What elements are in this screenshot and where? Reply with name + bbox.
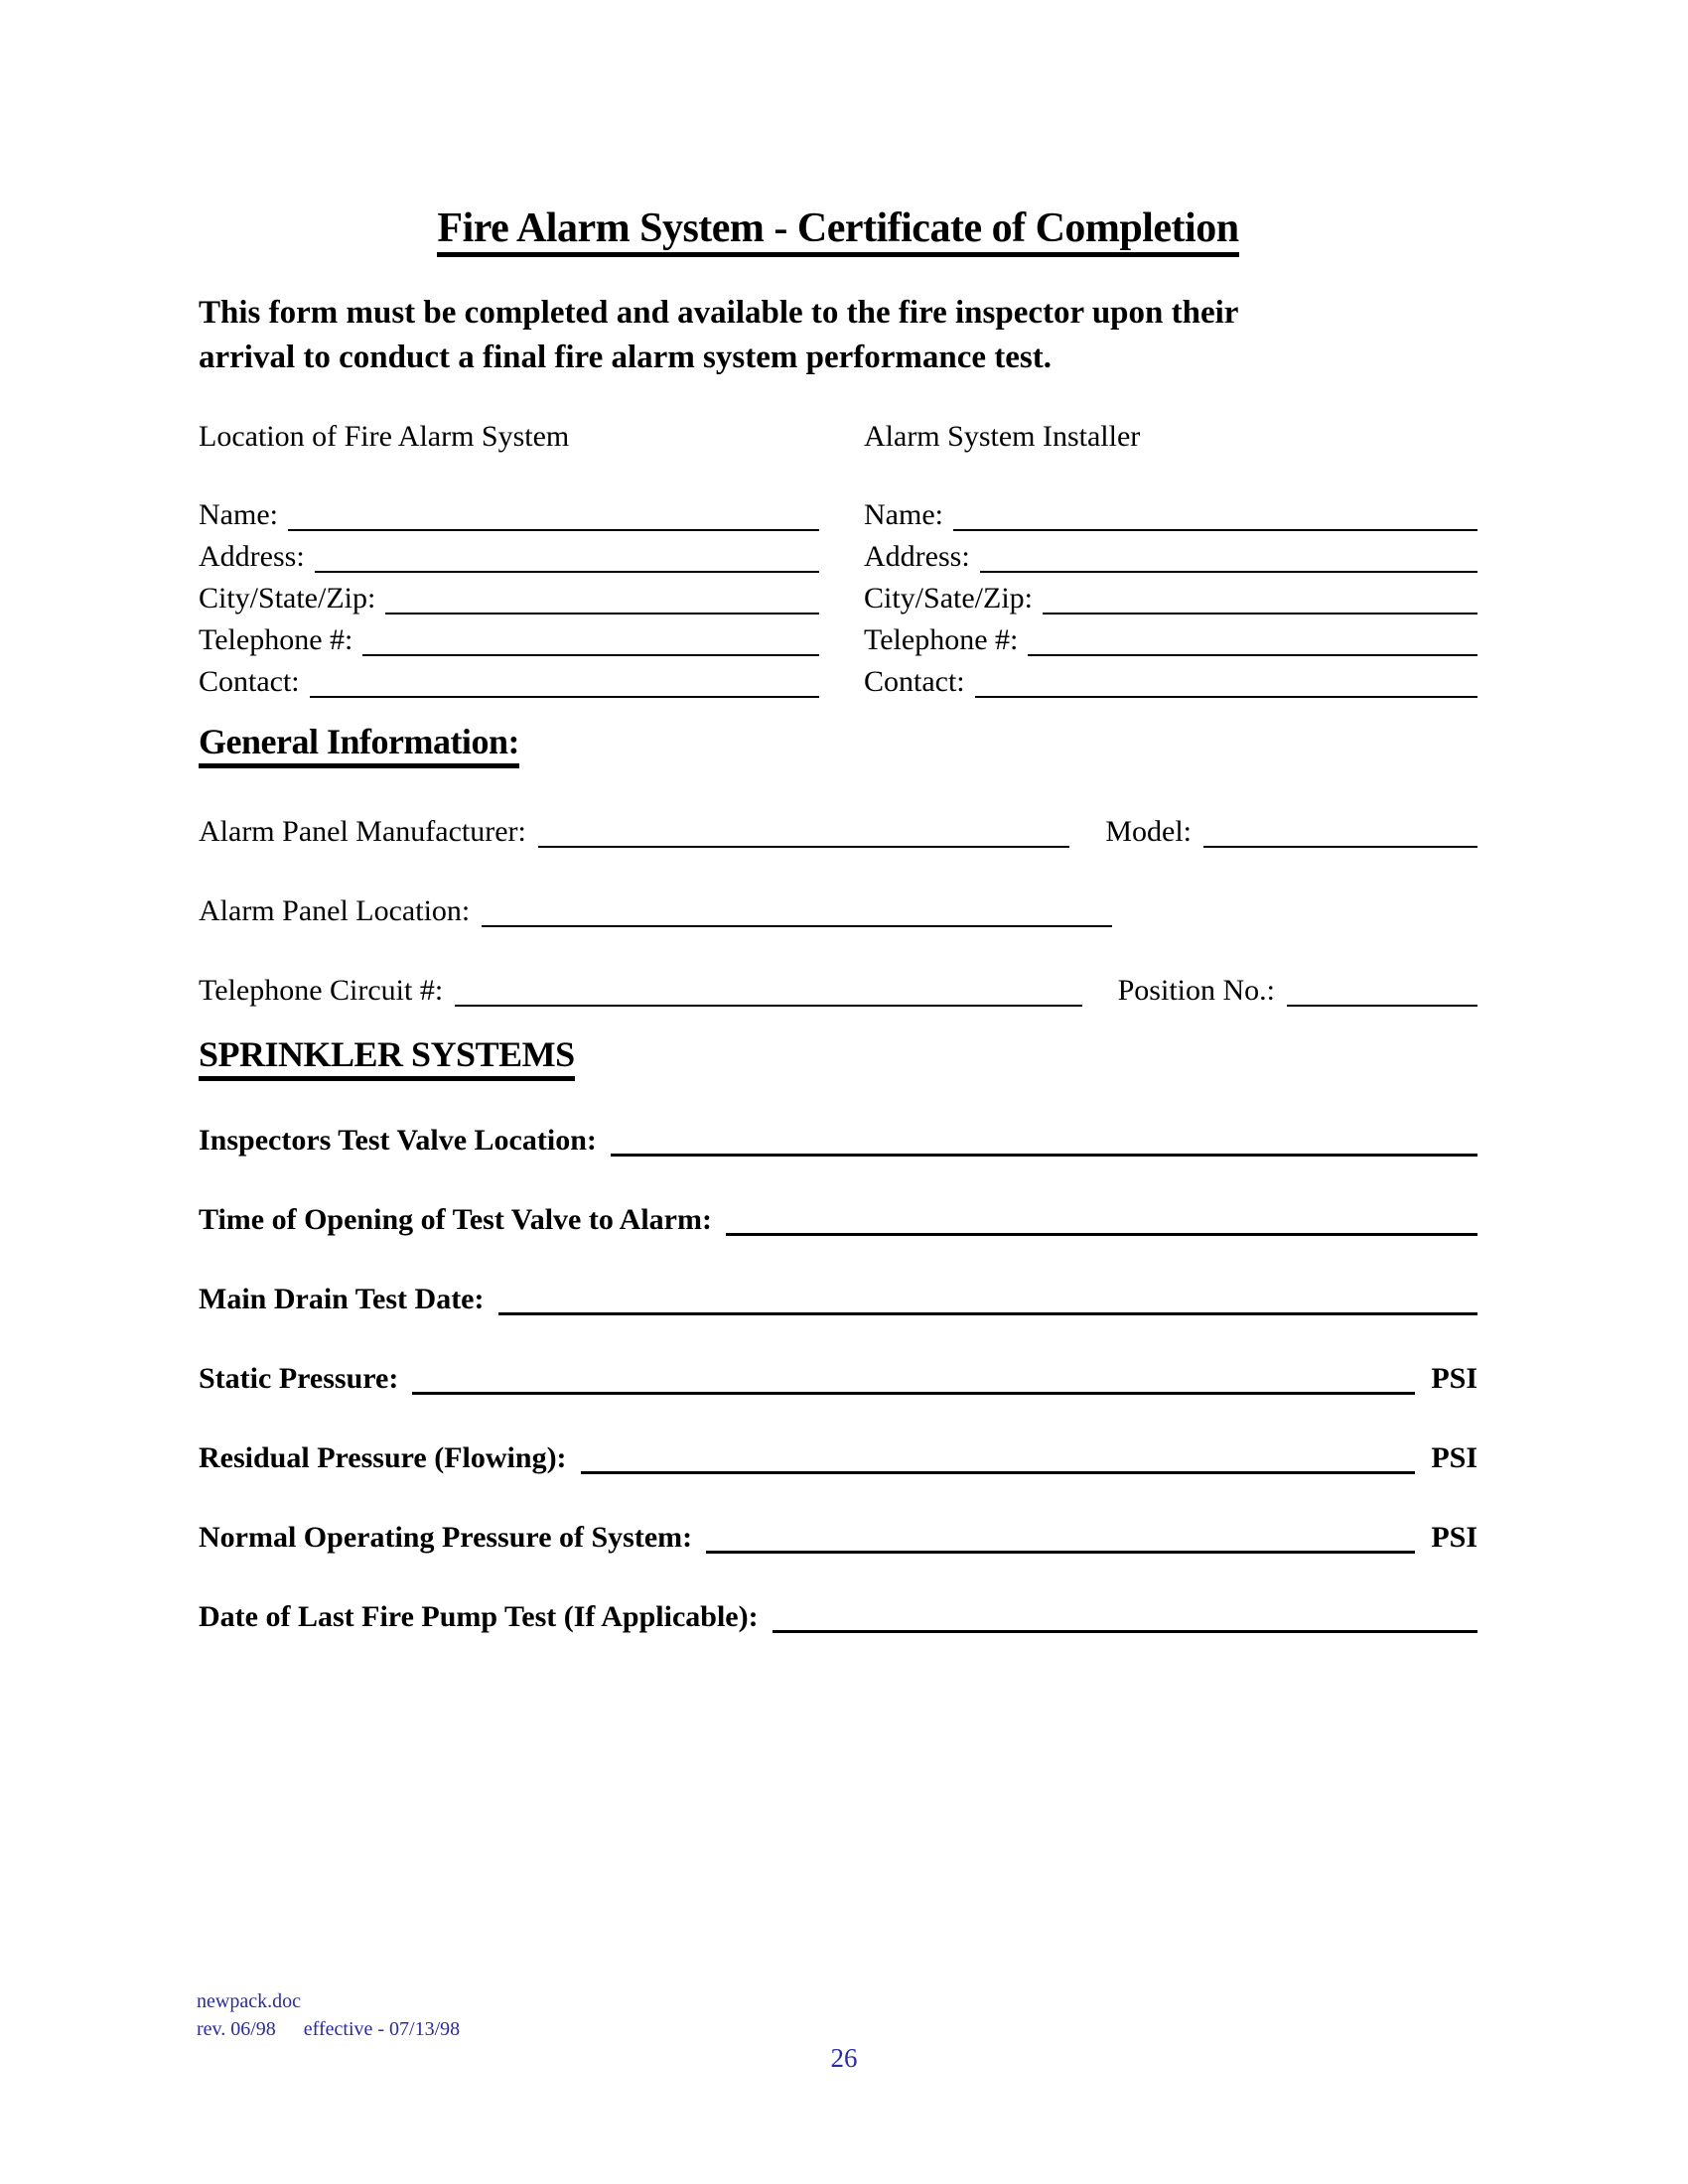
address-blank-line	[315, 571, 819, 573]
residual-pressure-row	[199, 1431, 1477, 1474]
name-label: Name:	[864, 498, 943, 532]
page-title: Fire Alarm System - Certificate of Completion	[437, 206, 1238, 257]
city-sate-zip-blank-line	[1043, 613, 1477, 614]
alarm-panel-manufacturer-blank-line	[538, 846, 1069, 848]
address-blank-line	[980, 571, 1477, 573]
main-drain-test-date-row	[199, 1272, 1477, 1315]
installer-telephone-row	[864, 614, 1477, 656]
intro-line-2: arrival to conduct a final fire alarm system performance test.	[199, 340, 1052, 376]
time-of-opening-label: Time of Opening of Test Valve to Alarm:	[199, 1202, 712, 1236]
normal-operating-pressure-label: Normal Operating Pressure of System:	[199, 1520, 693, 1554]
installer-column-fields	[864, 489, 1477, 698]
intro-line-1: This form must be completed and available to the fire inspector upon their	[199, 295, 1239, 332]
alarm-panel-location-label: Alarm Panel Location:	[199, 893, 471, 927]
general-information-heading: General Information:	[199, 724, 519, 768]
footer-effective: effective - 07/13/98	[303, 2018, 461, 2040]
name-label: Name:	[199, 498, 278, 532]
telephone-circuit-blank-line	[455, 1005, 1081, 1007]
last-fire-pump-test-row	[199, 1589, 1477, 1633]
inspectors-test-valve-location-label: Inspectors Test Valve Location:	[199, 1123, 597, 1157]
contact-blank-line	[975, 696, 1477, 698]
normal-operating-pressure-blank-line	[706, 1551, 1415, 1554]
telephone-circuit-label: Telephone Circuit #:	[199, 973, 444, 1007]
installer-address-row	[864, 531, 1477, 573]
footer-doc-name: newpack.doc	[197, 1990, 301, 2012]
intro-paragraph	[199, 291, 1477, 380]
location-city-state-zip-row	[199, 573, 819, 614]
telephone-label: Telephone #:	[864, 623, 1019, 657]
residual-pressure-psi-unit: PSI	[1431, 1440, 1477, 1474]
inspectors-test-valve-location-row	[199, 1113, 1477, 1157]
sprinkler-systems-heading: SPRINKLER SYSTEMS	[199, 1036, 575, 1081]
installer-name-row	[864, 489, 1477, 531]
last-fire-pump-test-label: Date of Last Fire Pump Test (If Applicable):	[199, 1599, 759, 1633]
document-content	[199, 0, 1477, 1633]
telephone-blank-line	[1028, 654, 1477, 656]
address-label: Address:	[199, 540, 305, 574]
static-pressure-label: Static Pressure:	[199, 1361, 399, 1395]
location-column-header: Location of Fire Alarm System	[199, 420, 570, 454]
footer-rev: rev. 06/98	[197, 2018, 276, 2040]
city-state-zip-label: City/State/Zip:	[199, 582, 376, 615]
telephone-label: Telephone #:	[199, 623, 353, 657]
static-pressure-blank-line	[412, 1392, 1415, 1395]
telephone-blank-line	[362, 654, 819, 656]
name-blank-line	[288, 529, 819, 531]
alarm-panel-manufacturer-row	[199, 804, 1477, 848]
contact-label: Contact:	[864, 665, 965, 699]
time-of-opening-blank-line	[726, 1233, 1477, 1236]
model-label: Model:	[1105, 814, 1192, 848]
installer-city-sate-zip-row	[864, 573, 1477, 614]
title-wrap	[199, 0, 1477, 257]
page-number: 26	[830, 2043, 858, 2073]
address-label: Address:	[864, 540, 970, 574]
model-blank-line	[1203, 846, 1477, 848]
location-contact-row	[199, 656, 819, 698]
name-blank-line	[953, 529, 1477, 531]
last-fire-pump-test-blank-line	[773, 1630, 1477, 1633]
normal-operating-pressure-row	[199, 1510, 1477, 1554]
alarm-panel-manufacturer-label: Alarm Panel Manufacturer:	[199, 814, 526, 848]
alarm-panel-location-row	[199, 884, 1477, 927]
location-installer-block	[199, 420, 1477, 698]
position-no-blank-line	[1287, 1005, 1477, 1007]
installer-column	[864, 420, 1477, 698]
contact-label: Contact:	[199, 665, 300, 699]
inspectors-test-valve-location-blank-line	[611, 1154, 1477, 1157]
main-drain-test-date-label: Main Drain Test Date:	[199, 1282, 485, 1315]
location-name-row	[199, 489, 819, 531]
position-no-label: Position No.:	[1117, 973, 1275, 1007]
time-of-opening-row	[199, 1192, 1477, 1236]
static-pressure-psi-unit: PSI	[1431, 1361, 1477, 1395]
installer-column-header: Alarm System Installer	[864, 420, 1141, 454]
footer-note	[197, 1987, 460, 2043]
location-column-fields	[199, 489, 819, 698]
residual-pressure-label: Residual Pressure (Flowing):	[199, 1440, 567, 1474]
location-address-row	[199, 531, 819, 573]
telephone-circuit-row	[199, 963, 1477, 1007]
general-information-section	[199, 724, 1477, 768]
location-telephone-row	[199, 614, 819, 656]
normal-operating-pressure-psi-unit: PSI	[1431, 1520, 1477, 1554]
contact-blank-line	[310, 696, 819, 698]
static-pressure-row	[199, 1351, 1477, 1395]
residual-pressure-blank-line	[581, 1471, 1416, 1474]
footer-revision-line	[197, 2015, 460, 2043]
sprinkler-systems-section	[199, 1033, 1477, 1081]
city-state-zip-blank-line	[385, 613, 819, 614]
main-drain-test-date-blank-line	[498, 1312, 1478, 1315]
city-sate-zip-label: City/Sate/Zip:	[864, 582, 1033, 615]
installer-contact-row	[864, 656, 1477, 698]
alarm-panel-location-blank-line	[482, 925, 1112, 927]
location-column	[199, 420, 819, 698]
